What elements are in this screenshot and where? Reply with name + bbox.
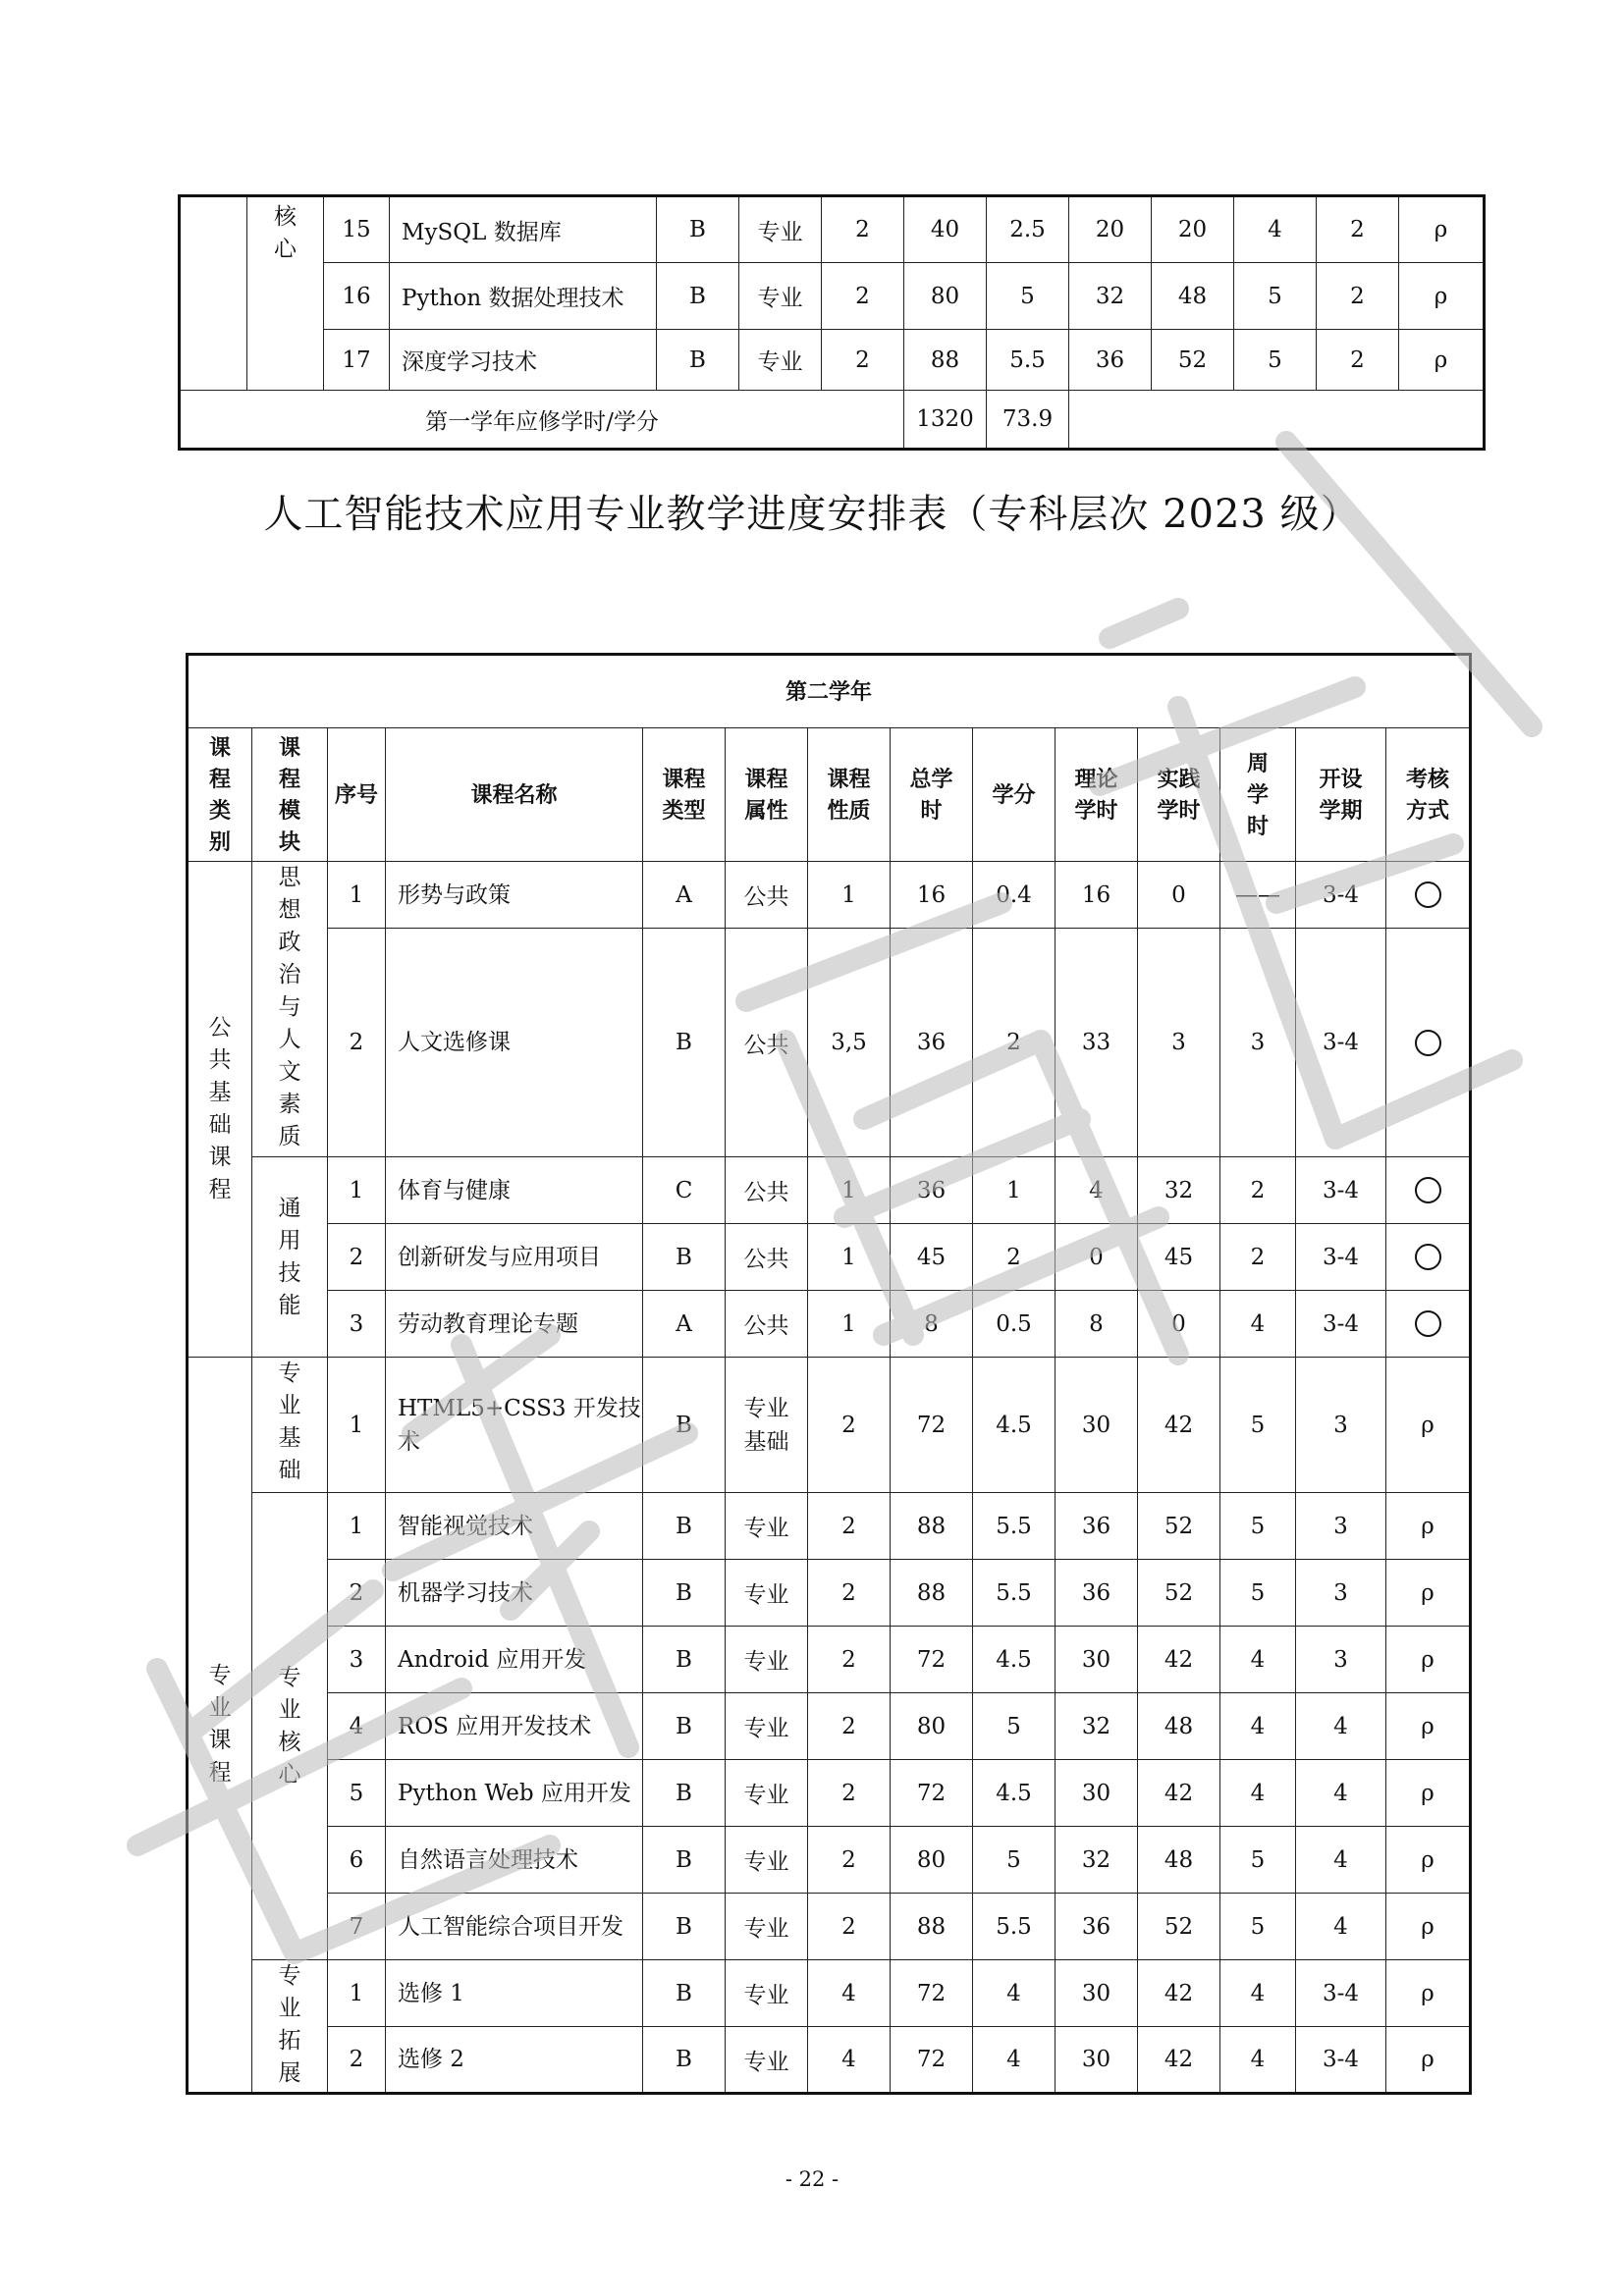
header-label: 总学时: [909, 766, 953, 824]
course-type: B: [643, 1894, 726, 1960]
year-total-hours: 1320: [904, 391, 987, 450]
school-year-header: 第二学年: [188, 655, 1471, 728]
course-category: [188, 1358, 252, 2094]
course-attr: 专业: [739, 196, 822, 263]
table-row: [188, 1358, 1471, 1493]
course-name: Python Web 应用开发: [386, 1760, 643, 1827]
course-attr: 专业: [726, 1560, 808, 1627]
header-practice: [1138, 728, 1220, 862]
course-type: A: [643, 1291, 726, 1358]
row-no: 15: [324, 196, 390, 263]
weekly-hours: 4: [1220, 1760, 1296, 1827]
total-hours: 88: [891, 1894, 973, 1960]
practice-hours: 42: [1138, 1358, 1220, 1493]
row-no: 3: [328, 1627, 386, 1693]
practice-hours: 48: [1152, 263, 1234, 330]
table-row: [188, 1224, 1471, 1291]
header-label: 课程性质: [827, 766, 871, 824]
course-attr: 公共: [726, 929, 808, 1157]
weekly-hours: 5: [1234, 330, 1317, 391]
circle-exam-icon: [1415, 881, 1441, 908]
row-no: 7: [328, 1894, 386, 1960]
course-type: B: [643, 1693, 726, 1760]
course-module-label: 专业拓展: [278, 1963, 301, 2086]
header-label: 课程名称: [470, 781, 558, 808]
course-nature: 2: [808, 1560, 891, 1627]
header-label: 学分: [992, 781, 1036, 808]
course-module-label: 专业核心: [278, 1664, 301, 1788]
course-module: [252, 862, 328, 1157]
semester: 3: [1296, 1560, 1386, 1627]
exam-method: ρ: [1386, 1493, 1471, 1560]
category-cell: [180, 196, 247, 391]
header-credit: [973, 728, 1056, 862]
credit: 2: [973, 1224, 1056, 1291]
semester: 3: [1296, 1358, 1386, 1493]
course-module: [252, 1157, 328, 1358]
table-row: [188, 1960, 1471, 2027]
course-name: ROS 应用开发技术: [386, 1693, 643, 1760]
credit: 5.5: [973, 1894, 1056, 1960]
practice-hours: 48: [1138, 1693, 1220, 1760]
course-name: 自然语言处理技术: [386, 1827, 643, 1894]
year-total-credit: 73.9: [987, 391, 1069, 450]
course-name: Python 数据处理技术: [390, 263, 657, 330]
course-category: [188, 862, 252, 1358]
course-name: HTML5+CSS3 开发技术: [386, 1358, 643, 1493]
header-module: [252, 728, 328, 862]
credit: 4: [973, 2027, 1056, 2094]
header-weekly: [1220, 728, 1296, 862]
row-no: 1: [328, 1157, 386, 1224]
credit: 5: [973, 1827, 1056, 1894]
table-row: [188, 1827, 1471, 1894]
credit: 2: [973, 929, 1056, 1157]
previous-year-table: [178, 194, 1486, 451]
semester: 4: [1296, 1693, 1386, 1760]
weekly-hours: 4: [1220, 1291, 1296, 1358]
course-nature: 2: [808, 1358, 891, 1493]
exam-method: [1386, 1224, 1471, 1291]
course-nature: 1: [808, 1157, 891, 1224]
total-hours: 88: [891, 1493, 973, 1560]
total-hours: 72: [891, 1960, 973, 2027]
course-attr: 专业: [726, 1693, 808, 1760]
row-no: 1: [328, 862, 386, 929]
table-row: [188, 1894, 1471, 1960]
exam-method: ρ: [1399, 263, 1485, 330]
course-type: B: [657, 330, 739, 391]
header-name: [386, 728, 643, 862]
credit: 4.5: [973, 1627, 1056, 1693]
course-name: 人文选修课: [386, 929, 643, 1157]
course-name: 选修 1: [386, 1960, 643, 2027]
credit: 2.5: [987, 196, 1069, 263]
total-hours: 88: [891, 1560, 973, 1627]
row-no: 1: [328, 1358, 386, 1493]
course-attr: 专业: [726, 1827, 808, 1894]
credit: 4: [973, 1960, 1056, 2027]
weekly-hours: 2: [1220, 1157, 1296, 1224]
exam-method: ρ: [1386, 1894, 1471, 1960]
year-total-label: 第一学年应修学时/学分: [180, 391, 904, 450]
practice-hours: 32: [1138, 1157, 1220, 1224]
semester: 3: [1296, 1493, 1386, 1560]
weekly-hours: 2: [1220, 1224, 1296, 1291]
theory-hours: 20: [1069, 196, 1152, 263]
course-attr: 专业: [726, 1627, 808, 1693]
credit: 0.5: [973, 1291, 1056, 1358]
course-module: [252, 1493, 328, 1960]
header-label: 开设学期: [1319, 766, 1363, 824]
course-name: 体育与健康: [386, 1157, 643, 1224]
circle-exam-icon: [1415, 1030, 1441, 1056]
row-no: 17: [324, 330, 390, 391]
course-module: [252, 1358, 328, 1493]
header-theory: [1056, 728, 1138, 862]
row-no: 16: [324, 263, 390, 330]
row-no: 2: [328, 1224, 386, 1291]
course-attr: 专业: [739, 263, 822, 330]
table-row: [188, 1560, 1471, 1627]
header-nature: [808, 728, 891, 862]
credit: 4.5: [973, 1760, 1056, 1827]
course-type: B: [643, 1358, 726, 1493]
schedule-table-body: [188, 862, 1471, 2094]
course-attr: 专业: [726, 1894, 808, 1960]
theory-hours: 0: [1056, 1224, 1138, 1291]
course-type: B: [643, 1827, 726, 1894]
credit: 5: [987, 263, 1069, 330]
course-attr: 专业基础: [726, 1358, 808, 1493]
theory-hours: 4: [1056, 1157, 1138, 1224]
header-label: 课程类别: [209, 734, 232, 855]
total-hours: 8: [891, 1291, 973, 1358]
total-hours: 16: [891, 862, 973, 929]
header-hours: [891, 728, 973, 862]
practice-hours: 42: [1138, 1760, 1220, 1827]
header-label: 理论学时: [1074, 766, 1118, 824]
course-module-label: 专业基础: [278, 1361, 301, 1483]
total-hours: 80: [904, 263, 987, 330]
practice-hours: 45: [1138, 1224, 1220, 1291]
header-no: [328, 728, 386, 862]
semester: 3-4: [1296, 1960, 1386, 2027]
total-hours: 36: [891, 929, 973, 1157]
course-type: B: [643, 1224, 726, 1291]
theory-hours: 33: [1056, 929, 1138, 1157]
theory-hours: 16: [1056, 862, 1138, 929]
practice-hours: 3: [1138, 929, 1220, 1157]
row-no: 2: [328, 1560, 386, 1627]
course-name: 劳动教育理论专题: [386, 1291, 643, 1358]
semester: 4: [1296, 1827, 1386, 1894]
practice-hours: 48: [1138, 1827, 1220, 1894]
weekly-hours: 5: [1220, 1894, 1296, 1960]
practice-hours: 52: [1138, 1493, 1220, 1560]
course-type: B: [643, 929, 726, 1157]
header-type: [643, 728, 726, 862]
course-nature: 4: [808, 1960, 891, 2027]
column-header-row: [188, 728, 1471, 862]
course-type: A: [643, 862, 726, 929]
exam-method: ρ: [1386, 1560, 1471, 1627]
course-name: 形势与政策: [386, 862, 643, 929]
course-nature: 1: [808, 862, 891, 929]
course-nature: 1: [808, 1291, 891, 1358]
weekly-hours: 3: [1220, 929, 1296, 1157]
course-name: 创新研发与应用项目: [386, 1224, 643, 1291]
course-type: B: [643, 1493, 726, 1560]
semester: 2: [1317, 263, 1399, 330]
table-row: [188, 1693, 1471, 1760]
course-category-label: 公共基础课程: [208, 1015, 232, 1202]
semester: 3-4: [1296, 1157, 1386, 1224]
course-type: B: [657, 196, 739, 263]
course-nature: 2: [808, 1493, 891, 1560]
weekly-hours: 4: [1220, 1627, 1296, 1693]
course-nature: 2: [822, 196, 904, 263]
row-no: 5: [328, 1760, 386, 1827]
weekly-hours: 4: [1234, 196, 1317, 263]
course-nature: 2: [808, 1827, 891, 1894]
course-attr: 专业: [726, 1760, 808, 1827]
semester: 3-4: [1296, 2027, 1386, 2094]
semester: 2: [1317, 330, 1399, 391]
header-semester: [1296, 728, 1386, 862]
theory-hours: 32: [1069, 263, 1152, 330]
course-nature: 2: [808, 1760, 891, 1827]
table-row: [188, 1493, 1471, 1560]
practice-hours: 52: [1138, 1560, 1220, 1627]
header-label: 考核方式: [1405, 766, 1449, 824]
page-number: - 22 -: [785, 2167, 839, 2191]
total-hours: 72: [891, 1760, 973, 1827]
course-name: 机器学习技术: [386, 1560, 643, 1627]
circle-exam-icon: [1415, 1310, 1441, 1337]
theory-hours: 36: [1056, 1894, 1138, 1960]
total-hours: 72: [891, 2027, 973, 2094]
credit: 4.5: [973, 1358, 1056, 1493]
course-type: B: [643, 1627, 726, 1693]
course-type: B: [657, 263, 739, 330]
total-hours: 36: [891, 1157, 973, 1224]
semester: 2: [1317, 196, 1399, 263]
course-name: 人工智能综合项目开发: [386, 1894, 643, 1960]
weekly-hours: 5: [1234, 263, 1317, 330]
header-exam: [1386, 728, 1471, 862]
total-hours: 80: [891, 1827, 973, 1894]
header-label: 课程类型: [662, 766, 706, 824]
practice-hours: 0: [1138, 1291, 1220, 1358]
course-attr: 公共: [726, 1157, 808, 1224]
course-name: 深度学习技术: [390, 330, 657, 391]
row-no: 6: [328, 1827, 386, 1894]
header-label: 课程模块: [279, 734, 301, 855]
practice-hours: 42: [1138, 1960, 1220, 2027]
semester: 3-4: [1296, 1224, 1386, 1291]
credit: 1: [973, 1157, 1056, 1224]
table-row: [188, 1291, 1471, 1358]
row-no: 4: [328, 1693, 386, 1760]
course-type: B: [643, 1560, 726, 1627]
course-attr: 专业: [726, 1960, 808, 2027]
exam-method: [1386, 1157, 1471, 1224]
course-type: B: [643, 2027, 726, 2094]
exam-method: [1386, 862, 1471, 929]
theory-hours: 30: [1056, 1358, 1138, 1493]
row-no: 2: [328, 929, 386, 1157]
credit: 5.5: [973, 1493, 1056, 1560]
row-no: 1: [328, 1960, 386, 2027]
credit: 0.4: [973, 862, 1056, 929]
practice-hours: 0: [1138, 862, 1220, 929]
total-hours: 45: [891, 1224, 973, 1291]
course-module-label: 思想政治与人文素质: [278, 865, 301, 1149]
course-name: Android 应用开发: [386, 1627, 643, 1693]
course-nature: 2: [808, 1693, 891, 1760]
semester: 3: [1296, 1627, 1386, 1693]
table-row: [188, 1760, 1471, 1827]
course-module-label: 通用技能: [278, 1195, 301, 1318]
year-total-blank: [1069, 391, 1485, 450]
theory-hours: 30: [1056, 1627, 1138, 1693]
course-attr: 专业: [739, 330, 822, 391]
row-no: 2: [328, 2027, 386, 2094]
practice-hours: 52: [1152, 330, 1234, 391]
header-label: 周学时: [1247, 750, 1270, 839]
total-hours: 40: [904, 196, 987, 263]
row-no: 3: [328, 1291, 386, 1358]
table-row: [188, 1157, 1471, 1224]
course-attr: 专业: [726, 2027, 808, 2094]
course-name: 选修 2: [386, 2027, 643, 2094]
credit: 5.5: [973, 1560, 1056, 1627]
credit: 5.5: [987, 330, 1069, 391]
exam-method: ρ: [1399, 330, 1485, 391]
exam-method: ρ: [1386, 1760, 1471, 1827]
schedule-table: [186, 653, 1472, 2095]
weekly-hours: 4: [1220, 1693, 1296, 1760]
table-row: [188, 1627, 1471, 1693]
weekly-hours: 5: [1220, 1827, 1296, 1894]
exam-method: ρ: [1386, 1960, 1471, 2027]
total-hours: 72: [891, 1627, 973, 1693]
document-title: 人工智能技术应用专业教学进度安排表（专科层次 2023 级）: [263, 492, 1361, 537]
course-attr: 公共: [726, 1224, 808, 1291]
course-nature: 2: [808, 1627, 891, 1693]
weekly-hours: ——: [1220, 862, 1296, 929]
course-nature: 2: [808, 1894, 891, 1960]
semester: 3-4: [1296, 1291, 1386, 1358]
total-hours: 72: [891, 1358, 973, 1493]
module-cell: [247, 196, 324, 391]
practice-hours: 42: [1138, 1627, 1220, 1693]
practice-hours: 52: [1138, 1894, 1220, 1960]
semester: 3-4: [1296, 862, 1386, 929]
credit: 5: [973, 1693, 1056, 1760]
header-category: [188, 728, 252, 862]
exam-method: [1386, 929, 1471, 1157]
course-attr: 公共: [726, 1291, 808, 1358]
semester: 4: [1296, 1760, 1386, 1827]
course-nature: 2: [822, 263, 904, 330]
practice-hours: 20: [1152, 196, 1234, 263]
theory-hours: 30: [1056, 2027, 1138, 2094]
row-no: 1: [328, 1493, 386, 1560]
course-name: MySQL 数据库: [390, 196, 657, 263]
circle-exam-icon: [1415, 1177, 1441, 1203]
semester: 3-4: [1296, 929, 1386, 1157]
previous-year-table-body: [180, 196, 1485, 450]
theory-hours: 36: [1056, 1493, 1138, 1560]
course-category-label: 专业课程: [208, 1663, 232, 1786]
weekly-hours: 4: [1220, 1960, 1296, 2027]
total-hours: 88: [904, 330, 987, 391]
weekly-hours: 4: [1220, 2027, 1296, 2094]
module-label: 核心: [274, 204, 297, 262]
theory-hours: 32: [1056, 1827, 1138, 1894]
exam-method: ρ: [1386, 2027, 1471, 2094]
exam-method: ρ: [1386, 1827, 1471, 1894]
header-label: 实践学时: [1157, 766, 1201, 824]
header-label: 序号: [334, 781, 378, 808]
circle-exam-icon: [1415, 1244, 1441, 1270]
theory-hours: 36: [1056, 1560, 1138, 1627]
theory-hours: 36: [1069, 330, 1152, 391]
exam-method: ρ: [1386, 1358, 1471, 1493]
theory-hours: 30: [1056, 1760, 1138, 1827]
course-nature: 1: [808, 1224, 891, 1291]
exam-method: ρ: [1399, 196, 1485, 263]
theory-hours: 32: [1056, 1693, 1138, 1760]
course-nature: 2: [822, 330, 904, 391]
semester: 4: [1296, 1894, 1386, 1960]
exam-method: ρ: [1386, 1693, 1471, 1760]
theory-hours: 8: [1056, 1291, 1138, 1358]
table-row: [188, 929, 1471, 1157]
course-type: B: [643, 1760, 726, 1827]
weekly-hours: 5: [1220, 1560, 1296, 1627]
table-row: [188, 862, 1471, 929]
practice-hours: 42: [1138, 2027, 1220, 2094]
course-name: 智能视觉技术: [386, 1493, 643, 1560]
course-attr: 公共: [726, 862, 808, 929]
course-nature: 3,5: [808, 929, 891, 1157]
course-module: [252, 1960, 328, 2094]
header-attr: [726, 728, 808, 862]
course-type: C: [643, 1157, 726, 1224]
weekly-hours: 5: [1220, 1358, 1296, 1493]
total-hours: 80: [891, 1693, 973, 1760]
course-type: B: [643, 1960, 726, 2027]
exam-method: [1386, 1291, 1471, 1358]
theory-hours: 30: [1056, 1960, 1138, 2027]
table-row: [188, 2027, 1471, 2094]
weekly-hours: 5: [1220, 1493, 1296, 1560]
course-attr: 专业: [726, 1493, 808, 1560]
course-nature: 4: [808, 2027, 891, 2094]
header-label: 课程属性: [744, 766, 788, 824]
exam-method: ρ: [1386, 1627, 1471, 1693]
